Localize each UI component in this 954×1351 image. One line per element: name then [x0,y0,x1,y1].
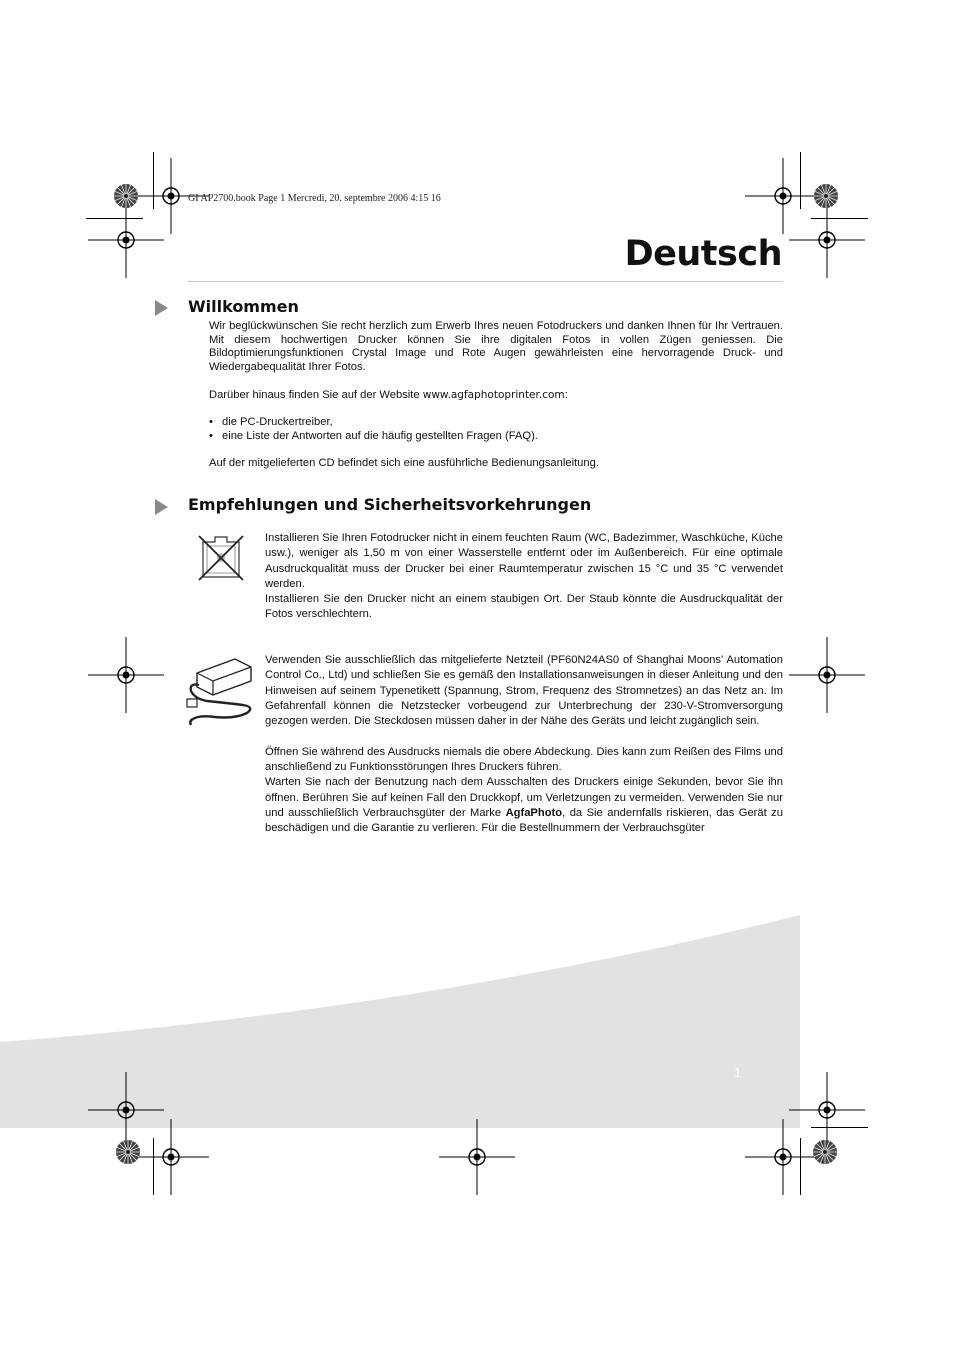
power-para-2: Öffnen Sie während des Ausdrucks niemals die obere Abdeckung. Dies kann zum Reißen des Films und anschließend zu Funktionsstörungen Ihres Druckers führen. [265,745,783,774]
environment-para-2: Installieren Sie den Drucker nicht an einem staubigen Ort. Der Staub könnte die Ausdruckqualität der Fotos verschlechtern. [265,593,783,621]
section-arrow-icon [155,300,168,316]
welcome-body [209,320,783,471]
power-para-3 [265,775,783,836]
power-para-3-end: , da Sie andernfalls riskieren, das Gerät zu beschädigen und die Garantie zu verlieren. Für die Bestellnummern der Verbrauchsgüter [265,806,783,835]
list-item: • die PC-Druckertreiber, [209,416,783,430]
cd-note: Auf der mitgelieferten CD befindet sich eine ausführliche Bedienungsanleitung. [209,456,599,469]
brand-name: AgfaPhoto [505,806,563,819]
power-para-1: Verwenden Sie ausschließlich das mitgelieferte Netzteil (PF60N24AS0 of Shanghai Moons' Automation Control Co., Ltd) und schließen Sie es gemäß den Installationsanweisungen in dieser Anleitung und den Hinweisen auf seinem Typenetikett (Spannung, Strom, Frequenz des Stromnetzes) an das Netz an. Im Gefahrenfall können die Netzstecker vorbeugend zur Unterbrechung der 230-V-Stromversorgung gezogen werden. Die Steckdosen müssen daher in der Nähe des Geräts und leicht zugänglich sein. [265,654,783,728]
website-link[interactable]: www.agfaphotoprinter.com [422,388,565,401]
website-line [209,389,783,403]
file-header: GI AP2700.book Page 1 Mercredi, 20. septembre 2006 4:15 16 [188,193,441,204]
bullet-list [209,416,783,443]
section-title-welcome: Willkommen [188,297,299,316]
environment-para-1: Installieren Sie Ihren Fotodrucker nicht in einem feuchten Raum (WC, Badezimmer, Waschküche, Küche usw.), weniger als 1,50 m von einer Wasserstelle entfernt oder im Außenbereich. Für eine optimale Ausdruckqualität muss der Drucker bei einer Raumtemperatur zwischen 15 °C und 35 °C verwendet werden. [265,532,783,590]
environment-text [265,531,783,623]
page-title: Deutsch [624,234,782,274]
section-arrow-icon [155,499,168,515]
welcome-intro: Wir beglückwünschen Sie recht herzlich zum Erwerb Ihres neuen Fotodruckers und danken Ihnen für Ihr Vertrauen. Mit diesem hochwertigen Drucker können Sie ihre digitalen Fotos in vollen Zügen geniessen. Die Bildoptimierungsfunktionen Crystal Image und Rote Augen gewährleisten eine hervorragende Druck- und Wiedergabequalität Ihrer Fotos. [209,320,783,374]
no-humidity-icon [197,532,245,582]
power-adapter-icon [185,655,257,727]
website-prefix: Darüber hinaus finden Sie auf der Website [209,388,423,401]
list-item: • eine Liste der Antworten auf die häufig gestellten Fragen (FAQ). [209,430,783,444]
website-suffix: : [564,388,568,401]
title-divider [188,281,783,282]
power-text [265,653,783,837]
power-para-3-start: Warten Sie nach der Benutzung nach dem Ausschalten des Druckers einige Sekunden, bevor Sie ihn öffnen. Berühren Sie auf keinen Fall den Druckkopf, um Verletzungen zu vermeiden. Verwenden Sie nur und ausschließlich Verbrauchsgüter der Marke [265,776,783,819]
section-title-safety: Empfehlungen und Sicherheitsvorkehrungen [188,495,592,514]
page-number: 1 [734,1065,742,1080]
